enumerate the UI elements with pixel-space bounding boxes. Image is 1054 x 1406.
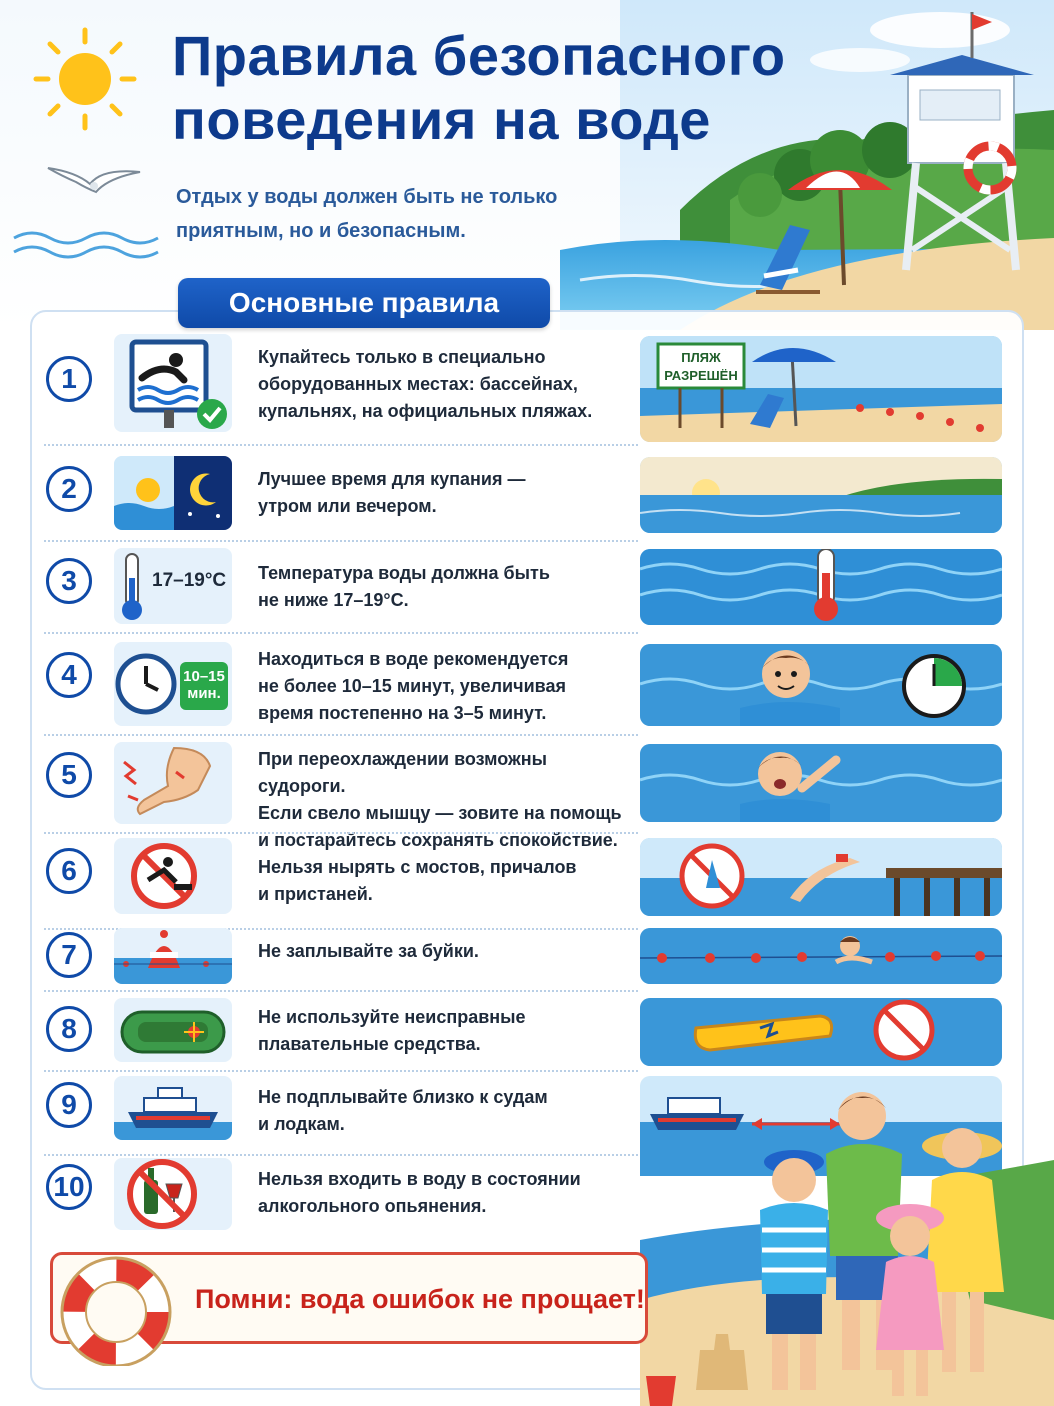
rule-text (258, 1084, 638, 1138)
ship-icon (114, 1076, 232, 1140)
rule-text-line: При переохлаждении возможны судороги. (258, 749, 548, 796)
beach-sign-line1: ПЛЯЖ (681, 350, 721, 365)
section-title: Основные правила (178, 278, 550, 328)
rule-10 (44, 1158, 638, 1238)
rule-text-line: Если свело мышцу — зовите на помощь (258, 803, 622, 823)
divider (44, 1154, 638, 1156)
page-subtitle (176, 180, 616, 248)
rule-number: 4 (46, 652, 92, 698)
subtitle-line-2: приятным, но и безопасным. (176, 220, 466, 242)
rule-text (258, 1004, 638, 1058)
rule-text (258, 938, 638, 965)
rule-number: 6 (46, 848, 92, 894)
rule-text (258, 560, 638, 614)
divider (44, 632, 638, 634)
rule-2 (44, 456, 638, 542)
rule-text-line: Лучшее время для купания — (258, 469, 526, 489)
rule-text-line: и пристаней. (258, 884, 373, 904)
rule-number: 3 (46, 558, 92, 604)
subtitle-line-1: Отдых у воды должен быть не только (176, 186, 558, 208)
rule-text-line: не более 10–15 минут, увеличивая (258, 676, 566, 696)
rule-text-line: Не заплывайте за буйки. (258, 941, 479, 961)
rule-text-line: оборудованных местах: бассейнах, (258, 374, 578, 394)
temperature-label: 17–19°C (152, 570, 227, 591)
boy-swimming-clock-scene (640, 644, 1002, 726)
rule-number: 2 (46, 466, 92, 512)
rule-number: 9 (46, 1082, 92, 1128)
rule-8 (44, 998, 638, 1072)
rule-text-line: утром или вечером. (258, 496, 437, 516)
divider (44, 540, 638, 542)
rule-text (258, 646, 638, 727)
seagull-icon (46, 158, 142, 200)
rule-number: 1 (46, 356, 92, 402)
beach-sign-line2: РАЗРЕШЁН (664, 368, 738, 383)
rule-text-line: Не используйте неисправные (258, 1007, 526, 1027)
thermometer-icon (114, 548, 232, 624)
leg-cramp-icon (114, 742, 232, 824)
buoy-line-scene (640, 928, 1002, 984)
rule-text (258, 466, 638, 520)
rule-9 (44, 1076, 638, 1156)
divider (44, 734, 638, 736)
rule-5 (44, 742, 638, 850)
rule-text-line: и постарайтесь сохранять спокойствие. (258, 830, 618, 850)
page-title (172, 24, 812, 152)
title-line-1: Правила безопасного (172, 24, 786, 87)
rule-text-line: Купайтесь только в специально (258, 347, 546, 367)
waves-icon (12, 226, 162, 266)
rule-text-line: Температура воды должна быть (258, 563, 550, 583)
official-beach-scene (640, 336, 1002, 442)
rule-6 (44, 838, 638, 930)
family-beach-scene (640, 1060, 1054, 1406)
rule-4 (44, 642, 638, 736)
water-thermometer-scene (640, 549, 1002, 625)
rule-7 (44, 928, 638, 992)
divider (44, 832, 638, 834)
rule-text (258, 1166, 638, 1220)
rule-text-line: время постепенно на 3–5 минут. (258, 703, 547, 723)
clock-icon (114, 642, 232, 726)
duration-value: 10–15 (183, 668, 225, 685)
rule-number: 5 (46, 752, 92, 798)
day-night-icon (114, 456, 232, 530)
lifebuoy-icon (60, 1256, 180, 1366)
inflatable-boat-icon (114, 998, 232, 1062)
swimming-area-sign-icon (114, 334, 232, 432)
rule-number: 10 (46, 1164, 92, 1210)
divider (44, 990, 638, 992)
sun-icon (30, 24, 140, 134)
no-diving-icon (114, 838, 232, 914)
rule-3 (44, 548, 638, 634)
rule-text-line: купальнях, на официальных пляжах. (258, 401, 593, 421)
sunrise-sea-scene (640, 457, 1002, 533)
rule-text-line: плавательные средства. (258, 1034, 481, 1054)
rule-1 (44, 334, 638, 446)
divider (44, 1070, 638, 1072)
duration-unit: мин. (187, 685, 221, 702)
title-line-2: поведения на воде (172, 88, 711, 151)
no-alcohol-icon (114, 1158, 232, 1230)
rule-text-line: Нельзя входить в воду в состоянии (258, 1169, 581, 1189)
rule-text-line: не ниже 17–19°C. (258, 590, 409, 610)
buoy-icon (114, 928, 232, 984)
rule-text-line: Не подплывайте близко к судам (258, 1087, 548, 1107)
damaged-mattress-scene (640, 998, 1002, 1066)
rule-number: 8 (46, 1006, 92, 1052)
rule-text-line: Находиться в воде рекомендуется (258, 649, 569, 669)
boy-calling-help-scene (640, 744, 1002, 822)
rule-text-line: алкогольного опьянения. (258, 1196, 487, 1216)
reminder-text: Помни: вода ошибок не прощает! (195, 1284, 645, 1314)
diving-from-pier-scene (640, 838, 1002, 916)
rule-text-line: Нельзя нырять с мостов, причалов (258, 857, 577, 877)
divider (44, 444, 638, 446)
rule-number: 7 (46, 932, 92, 978)
rule-text-line: и лодкам. (258, 1114, 345, 1134)
rule-text (258, 854, 638, 908)
duration-badge (180, 668, 228, 702)
rule-text (258, 344, 638, 425)
